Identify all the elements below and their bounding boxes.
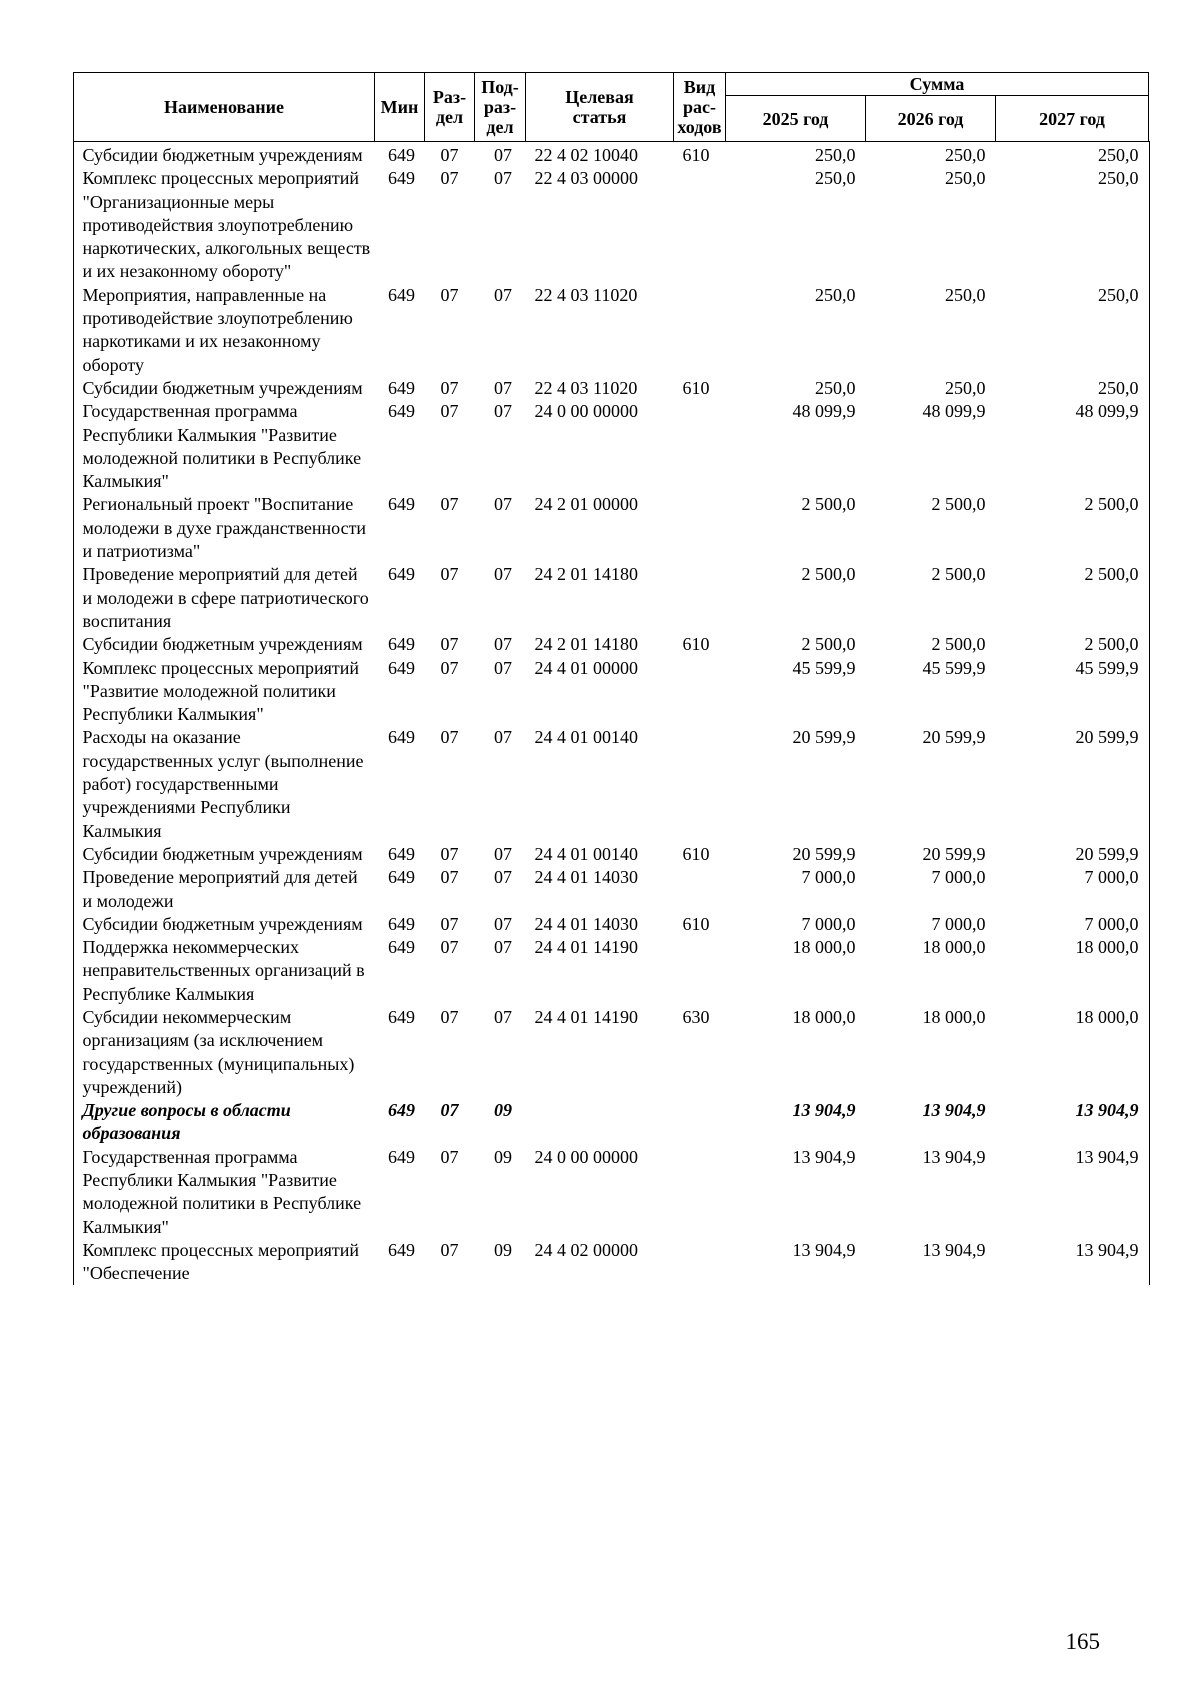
cell-sum-2025: 250,0 [815, 377, 856, 398]
cell-tselevaya-statya: 24 4 01 00140 [534, 843, 638, 864]
cell-sum-2027: 250,0 [1098, 284, 1139, 305]
cell-sum-2026: 250,0 [945, 284, 986, 305]
cell-name: Проведение мероприятий для детей и молодежи [82, 867, 358, 911]
cell-podrazdel: 07 [494, 145, 512, 165]
header-razdel-line: Раз- [432, 87, 467, 107]
cell-tselevaya-statya: 24 4 01 14190 [534, 937, 638, 958]
cell-sum-2025: 7 000,0 [801, 867, 856, 888]
cell-podrazdel: 09 [494, 1100, 512, 1121]
table-row [74, 377, 1149, 400]
cell-name: Проведение мероприятий для детей и молодежи в сфере патриотического воспитания [82, 564, 369, 631]
cell-name: Субсидии бюджетным учреждениям [82, 145, 363, 165]
cell-sum-2027: 13 904,9 [1075, 1146, 1139, 1167]
cell-name: Поддержка некоммерческих неправительственных организаций в Республике Калмыкия [82, 937, 365, 1004]
cell-razdel: 07 [440, 634, 459, 655]
cell-name: Комплекс процессных мероприятий "Обеспечение [82, 1239, 360, 1284]
cell-sum-2025: 2 500,0 [801, 634, 856, 655]
cell-sum-2026: 7 000,0 [931, 913, 986, 934]
cell-sum-2027: 13 904,9 [1075, 1239, 1139, 1260]
header-podrazdel-line: дел [486, 117, 514, 137]
cell-razdel: 07 [440, 494, 459, 515]
cell-name: Субсидии бюджетным учреждениям [82, 377, 363, 398]
cell-sum-2025: 18 000,0 [792, 937, 856, 958]
cell-name: Субсидии некоммерческим организациям (за исключением государственных (муниципальных) учреждений) [82, 1006, 355, 1097]
cell-sum-2025: 13 904,9 [792, 1146, 856, 1167]
cell-sum-2027: 2 500,0 [1084, 564, 1139, 585]
table-row [74, 1099, 1149, 1146]
cell-sum-2027: 250,0 [1098, 145, 1139, 165]
cell-vid-rashodov [674, 726, 726, 842]
cell-vid-rashodov [674, 284, 726, 377]
table-row [74, 142, 1149, 168]
cell-sum-2025: 7 000,0 [801, 913, 856, 934]
cell-name: Региональный проект "Воспитание молодежи в духе гражданственности и патриотизма" [82, 494, 367, 562]
cell-sum-2026: 13 904,9 [922, 1239, 986, 1260]
cell-razdel: 07 [440, 401, 459, 422]
cell-podrazdel: 07 [494, 1006, 512, 1027]
cell-razdel: 07 [440, 1006, 459, 1027]
header-vid-line: ходов [677, 117, 722, 137]
header-vid-line: рас- [683, 97, 716, 117]
cell-vid-rashodov [674, 936, 726, 1006]
cell-vid-rashodov [674, 563, 726, 633]
cell-sum-2026: 18 000,0 [922, 1006, 986, 1027]
cell-razdel: 07 [440, 168, 459, 189]
cell-vid-rashodov [674, 493, 726, 563]
cell-razdel: 07 [440, 937, 459, 958]
cell-vid-rashodov: 610 [682, 634, 710, 655]
cell-vid-rashodov [674, 1146, 726, 1239]
cell-name: Комплекс процессных мероприятий "Развитие молодежной политики Республики Калмыкия" [82, 657, 360, 725]
budget-table [73, 72, 1149, 1286]
cell-tselevaya-statya [526, 1099, 674, 1146]
cell-min: 649 [388, 1100, 415, 1121]
header-min: Мин [375, 73, 425, 142]
cell-podrazdel: 07 [494, 377, 512, 398]
cell-tselevaya-statya: 24 4 01 14030 [534, 867, 638, 888]
cell-name: Комплекс процессных мероприятий "Организационные меры противодействия злоупотреблению наркотических, алкогольных веществ и их незаконному обороту" [82, 168, 371, 282]
cell-min: 649 [388, 1006, 415, 1027]
cell-vid-rashodov: 610 [682, 913, 710, 934]
cell-podrazdel: 07 [494, 634, 512, 655]
cell-tselevaya-statya: 22 4 03 00000 [534, 168, 638, 189]
cell-name: Государственная программа Республики Калмыкия "Развитие молодежной политики в Республике Калмыкия" [82, 1146, 362, 1237]
cell-sum-2027: 18 000,0 [1075, 1006, 1139, 1027]
cell-min: 649 [388, 867, 415, 888]
table-row [74, 633, 1149, 656]
cell-min: 649 [388, 284, 415, 305]
cell-sum-2027: 250,0 [1098, 377, 1139, 398]
cell-sum-2026: 2 500,0 [931, 494, 986, 515]
cell-sum-2025: 45 599,9 [792, 657, 856, 678]
cell-tselevaya-statya: 24 4 01 00000 [534, 657, 638, 678]
table-body [74, 142, 1149, 1286]
header-podrazdel-line: раз- [483, 97, 517, 117]
cell-sum-2026: 20 599,9 [922, 843, 986, 864]
cell-vid-rashodov: 630 [682, 1006, 710, 1027]
header-name: Наименование [74, 73, 375, 142]
cell-sum-2025: 2 500,0 [801, 494, 856, 515]
cell-min: 649 [388, 494, 415, 515]
header-year-2027: 2027 год [996, 96, 1149, 142]
cell-sum-2026: 48 099,9 [922, 401, 986, 422]
cell-sum-2027: 20 599,9 [1075, 843, 1139, 864]
header-podrazdel [475, 73, 526, 142]
header-vid-line: Вид [683, 77, 716, 97]
cell-sum-2025: 20 599,9 [792, 727, 856, 748]
cell-sum-2027: 7 000,0 [1084, 867, 1139, 888]
cell-min: 649 [388, 937, 415, 958]
cell-razdel: 07 [440, 843, 459, 864]
cell-sum-2026: 250,0 [945, 377, 986, 398]
table-row [74, 167, 1149, 283]
table-row [74, 493, 1149, 563]
cell-razdel: 07 [440, 564, 459, 585]
cell-vid-rashodov [674, 866, 726, 913]
cell-sum-2027: 7 000,0 [1084, 913, 1139, 934]
cell-name: Субсидии бюджетным учреждениям [82, 634, 363, 655]
cell-min: 649 [388, 145, 415, 165]
cell-sum-2026: 2 500,0 [931, 634, 986, 655]
cell-min: 649 [388, 401, 415, 422]
table-row [74, 913, 1149, 936]
cell-tselevaya-statya: 24 0 00 00000 [534, 1146, 638, 1167]
header-tselevaya-line: Целевая [565, 87, 634, 107]
header-tselevaya [526, 73, 674, 142]
cell-sum-2025: 48 099,9 [792, 401, 856, 422]
cell-razdel: 07 [440, 284, 459, 305]
cell-name: Расходы на оказание государственных услуг (выполнение работ) государственными учреждениями Республики Калмыкия [82, 727, 364, 841]
header-summa: Сумма [726, 73, 1149, 96]
cell-vid-rashodov: 610 [682, 145, 710, 165]
table-row [74, 866, 1149, 913]
cell-tselevaya-statya: 24 2 01 14180 [534, 564, 638, 585]
cell-min: 649 [388, 377, 415, 398]
table-row [74, 726, 1149, 842]
cell-tselevaya-statya: 24 4 01 00140 [534, 727, 638, 748]
cell-sum-2026: 45 599,9 [922, 657, 986, 678]
cell-sum-2027: 48 099,9 [1075, 401, 1139, 422]
cell-podrazdel: 07 [494, 727, 512, 748]
cell-min: 649 [388, 727, 415, 748]
header-razdel-line: дел [435, 107, 464, 127]
cell-name: Субсидии бюджетным учреждениям [82, 843, 363, 864]
cell-sum-2025: 20 599,9 [792, 843, 856, 864]
cell-razdel: 07 [440, 657, 459, 678]
cell-tselevaya-statya: 24 2 01 14180 [534, 634, 638, 655]
cell-tselevaya-statya: 24 0 00 00000 [534, 401, 638, 422]
header-year-2026: 2026 год [866, 96, 996, 142]
cell-sum-2027: 13 904,9 [1075, 1100, 1139, 1121]
cell-sum-2025: 250,0 [815, 284, 856, 305]
cell-vid-rashodov [674, 400, 726, 493]
table-row [74, 936, 1149, 1006]
cell-podrazdel: 09 [494, 1146, 512, 1167]
cell-podrazdel: 07 [494, 867, 512, 888]
table-row [74, 400, 1149, 493]
cell-podrazdel: 07 [494, 401, 512, 422]
cell-razdel: 07 [440, 377, 459, 398]
cell-min: 649 [388, 564, 415, 585]
cell-razdel: 07 [440, 1100, 459, 1121]
cell-vid-rashodov: 610 [682, 843, 710, 864]
page-number: 165 [1065, 1629, 1100, 1654]
cell-tselevaya-statya: 24 4 01 14190 [534, 1006, 638, 1027]
cell-sum-2026: 20 599,9 [922, 727, 986, 748]
cell-min: 649 [388, 843, 415, 864]
header-year-2025: 2025 год [726, 96, 866, 142]
cell-name: Мероприятия, направленные на противодействие злоупотреблению наркотиками и их незаконному обороту [82, 284, 353, 375]
cell-razdel: 07 [440, 727, 459, 748]
cell-min: 649 [388, 1146, 415, 1167]
table-row [74, 1239, 1149, 1286]
cell-podrazdel: 07 [494, 284, 512, 305]
cell-sum-2026: 13 904,9 [922, 1146, 986, 1167]
cell-vid-rashodov [674, 1239, 726, 1286]
cell-sum-2027: 20 599,9 [1075, 727, 1139, 748]
cell-sum-2027: 2 500,0 [1084, 634, 1139, 655]
cell-sum-2025: 250,0 [815, 145, 856, 165]
cell-podrazdel: 07 [494, 843, 512, 864]
cell-razdel: 07 [440, 1239, 459, 1260]
cell-sum-2027: 18 000,0 [1075, 937, 1139, 958]
header-vid [674, 73, 726, 142]
cell-sum-2026: 13 904,9 [922, 1100, 986, 1121]
cell-min: 649 [388, 657, 415, 678]
table-row [74, 657, 1149, 727]
header-tselevaya-line: статья [572, 107, 627, 127]
cell-vid-rashodov [674, 657, 726, 727]
header-razdel [425, 73, 475, 142]
cell-sum-2027: 250,0 [1098, 168, 1139, 189]
cell-name: Субсидии бюджетным учреждениям [82, 913, 363, 934]
cell-min: 649 [388, 168, 415, 189]
cell-razdel: 07 [440, 867, 459, 888]
cell-podrazdel: 09 [494, 1239, 512, 1260]
cell-sum-2027: 45 599,9 [1075, 657, 1139, 678]
table-row [74, 843, 1149, 866]
header-podrazdel-line: Под- [481, 77, 519, 97]
cell-sum-2025: 18 000,0 [792, 1006, 856, 1027]
cell-sum-2026: 7 000,0 [931, 867, 986, 888]
cell-sum-2026: 250,0 [945, 145, 986, 165]
cell-sum-2027: 2 500,0 [1084, 494, 1139, 515]
cell-sum-2025: 13 904,9 [792, 1100, 856, 1121]
cell-razdel: 07 [440, 145, 459, 165]
cell-tselevaya-statya: 24 4 01 14030 [534, 913, 638, 934]
cell-sum-2025: 13 904,9 [792, 1239, 856, 1260]
cell-tselevaya-statya: 24 2 01 00000 [534, 494, 638, 515]
cell-vid-rashodov: 610 [682, 377, 710, 398]
cell-name: Другие вопросы в области образования [82, 1100, 291, 1144]
cell-podrazdel: 07 [494, 937, 512, 958]
cell-sum-2025: 2 500,0 [801, 564, 856, 585]
cell-sum-2026: 2 500,0 [931, 564, 986, 585]
cell-tselevaya-statya: 22 4 03 11020 [534, 284, 638, 305]
cell-podrazdel: 07 [494, 564, 512, 585]
cell-podrazdel: 07 [494, 657, 512, 678]
cell-podrazdel: 07 [494, 494, 512, 515]
cell-tselevaya-statya: 24 4 02 00000 [534, 1239, 638, 1260]
cell-vid-rashodov [674, 167, 726, 283]
cell-sum-2026: 18 000,0 [922, 937, 986, 958]
cell-podrazdel: 07 [494, 913, 512, 934]
cell-vid-rashodov [674, 1099, 726, 1146]
table-row [74, 563, 1149, 633]
cell-min: 649 [388, 913, 415, 934]
table-row [74, 1146, 1149, 1239]
cell-sum-2026: 250,0 [945, 168, 986, 189]
cell-min: 649 [388, 634, 415, 655]
table-header [74, 73, 1149, 142]
cell-tselevaya-statya: 22 4 03 11020 [534, 377, 638, 398]
cell-min: 649 [388, 1239, 415, 1260]
table-row [74, 284, 1149, 377]
cell-razdel: 07 [440, 913, 459, 934]
table-row [74, 1006, 1149, 1099]
cell-podrazdel: 07 [494, 168, 512, 189]
cell-sum-2025: 250,0 [815, 168, 856, 189]
cell-tselevaya-statya: 22 4 02 10040 [534, 145, 638, 165]
cell-razdel: 07 [440, 1146, 459, 1167]
cell-name: Государственная программа Республики Калмыкия "Развитие молодежной политики в Республике Калмыкия" [82, 401, 362, 492]
